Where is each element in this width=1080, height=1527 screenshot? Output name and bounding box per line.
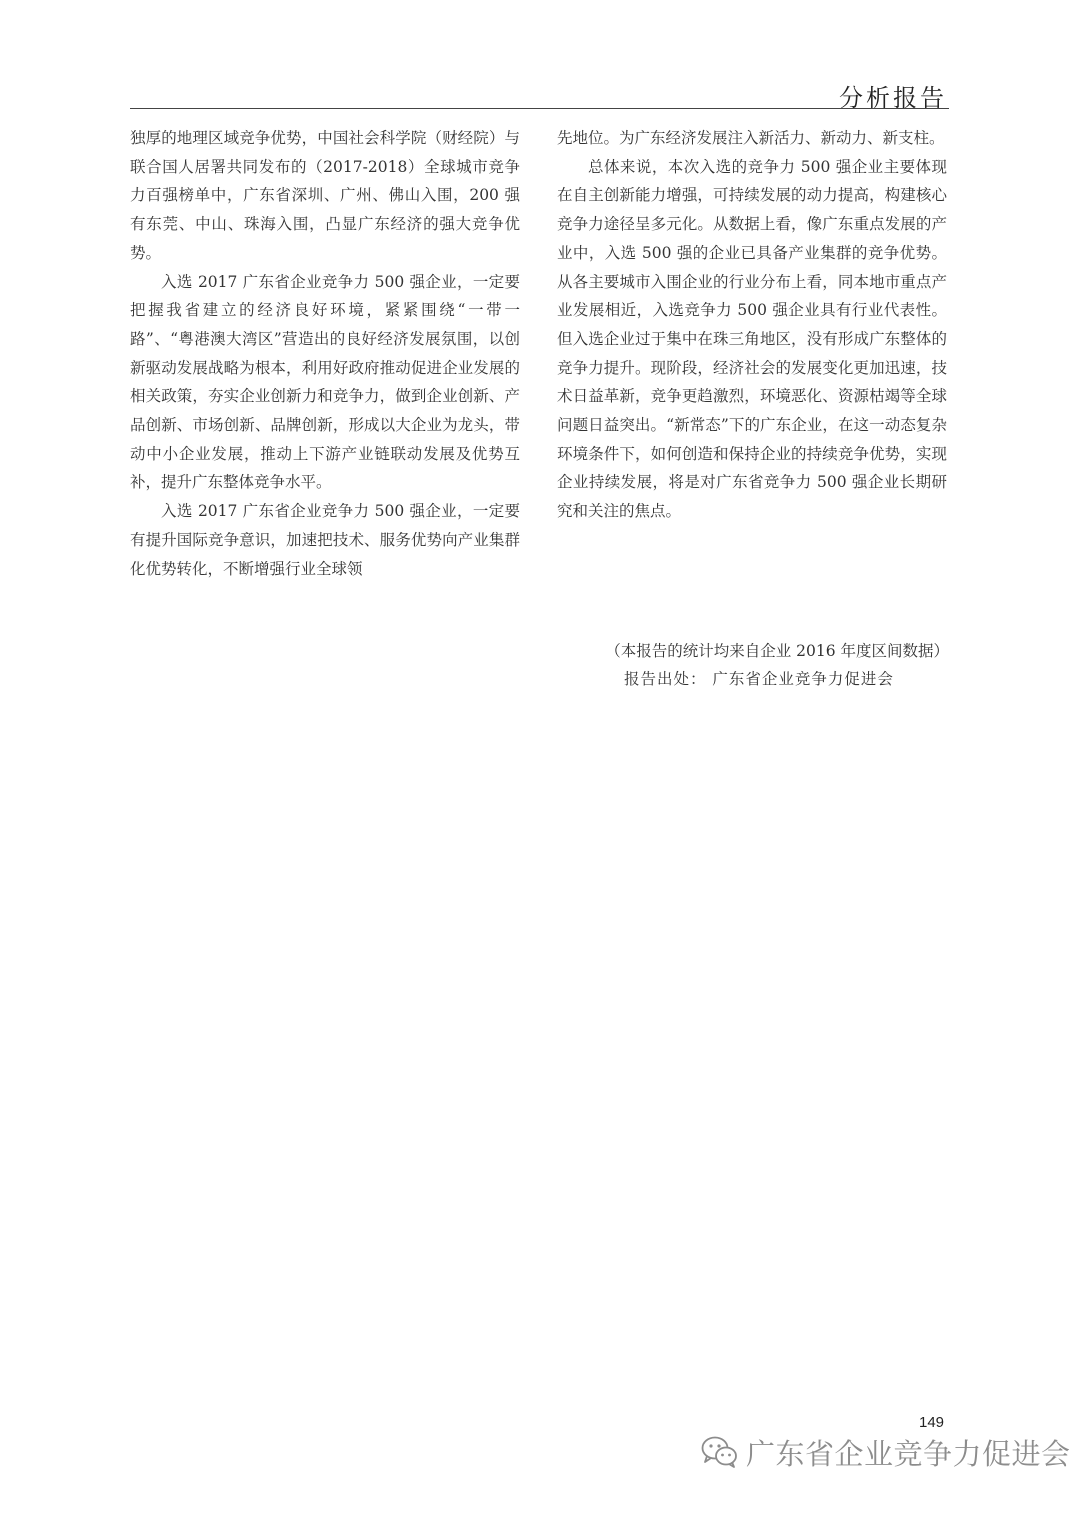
- right-column: [557, 124, 947, 526]
- paragraph: 入选 2017 广东省企业竞争力 500 强企业，一定要把握我省建立的经济良好环境，紧紧围绕“一带一路”、“粤港澳大湾区”营造出的良好经济发展氛围，以创新驱动发展战略为根本，利用好政府推动促进企业发展的相关政策，夯实企业创新力和竞争力，做到企业创新、产品创新、市场创新、品牌创新，形成以大企业为龙头，带动中小企业发展，推动上下游产业链联动发展及优势互补，提升广东整体竞争水平。: [130, 272, 520, 492]
- section-title: 分析报告: [839, 84, 947, 112]
- page-number: 149: [919, 1414, 945, 1431]
- wechat-icon: [700, 1435, 740, 1469]
- watermark: [700, 1432, 1071, 1472]
- source-note: （本报告的统计均来自企业 2016 年度区间数据）: [605, 642, 949, 660]
- paragraph: 先地位。为广东经济发展注入新活力、新动力、新支柱。: [557, 129, 945, 147]
- source-origin: 报告出处： 广东省企业竞争力促进会: [624, 670, 894, 688]
- paragraph: 独厚的地理区域竞争优势，中国社会科学院（财经院）与联合国人居署共同发布的（2017-2018）全球城市竞争力百强榜单中，广东省深圳、广州、佛山入围，200 强有东莞、中山、珠海入围，凸显广东经济的强大竞争优势。: [130, 129, 520, 262]
- left-column: [130, 124, 520, 583]
- header-divider: [130, 108, 949, 109]
- paragraph: 入选 2017 广东省企业竞争力 500 强企业，一定要有提升国际竞争意识，加速把技术、服务优势向产业集群化优势转化，不断增强行业全球领: [130, 502, 520, 578]
- report-source: [557, 637, 949, 693]
- paragraph: 总体来说，本次入选的竞争力 500 强企业主要体现在自主创新能力增强，可持续发展的动力提高，构建核心竞争力途径呈多元化。从数据上看，像广东重点发展的产业中，入选 500 强的企业已具备产业集群的竞争优势。从各主要城市入围企业的行业分布上看，同本地市重点产业发展相近，入选竞争力 500 强企业具有行业代表性。但入选企业过于集中在珠三角地区，没有形成广东整体的竞争力提升。现阶段，经济社会的发展变化更加迅速，技术日益革新，竞争更趋激烈，环境恶化、资源枯竭等全球问题日益突出。“新常态”下的广东企业，在这一动态复杂环境条件下，如何创造和保持企业的持续竞争优势，实现企业持续发展，将是对广东省竞争力 500 强企业长期研究和关注的焦点。: [557, 157, 947, 521]
- watermark-text: 广东省企业竞争力促进会: [746, 1436, 1071, 1471]
